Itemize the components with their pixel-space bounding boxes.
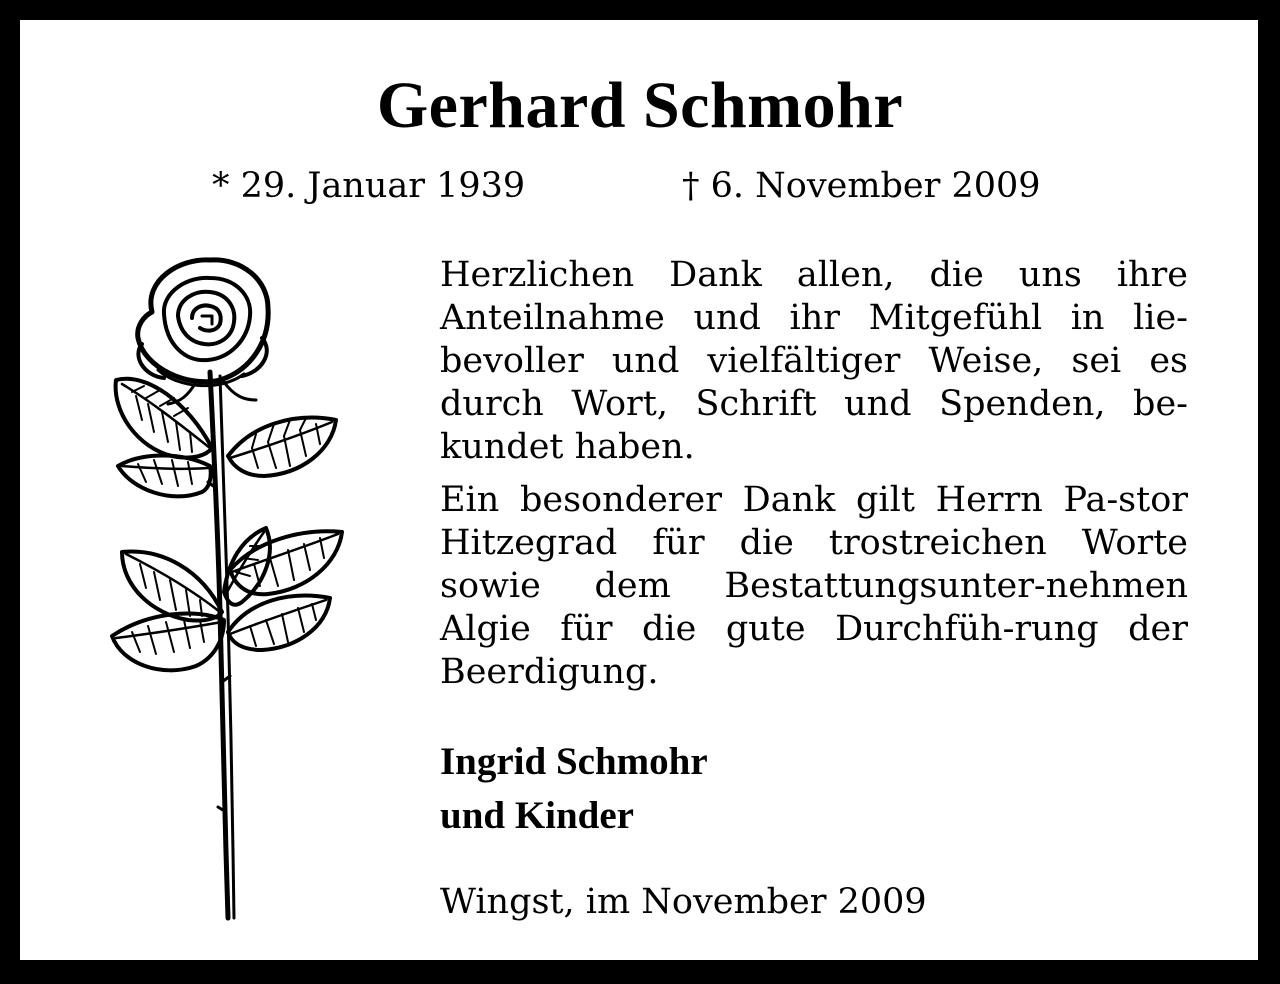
thank-you-paragraph: Herzlichen Dank allen, die uns ihre Anteilnahme und ihr Mitgefühl in lie-bevoller und vielfältiger Weise, sei es durch Wort, Schrift und Spenden, be-kundet haben. [440,255,1188,467]
thank-you-text [440,254,1188,694]
deceased-name: Gerhard Schmohr [376,69,904,142]
birth-date: * 29. Januar 1939 [212,166,526,206]
signature-name: Ingrid Schmohr [440,740,708,783]
special-thanks-paragraph: Ein besonderer Dank gilt Herrn Pa-stor Hitzegrad für die trostreichen Worte sowie dem Bestattungsunter-nehmen Algie für die gute Durchfüh-rung der Beerdigung. [440,480,1188,692]
rose-icon [92,252,352,926]
place-and-date: Wingst, im November 2009 [440,882,927,922]
signature-family: und Kinder [440,794,634,837]
death-date: † 6. November 2009 [682,166,1041,206]
